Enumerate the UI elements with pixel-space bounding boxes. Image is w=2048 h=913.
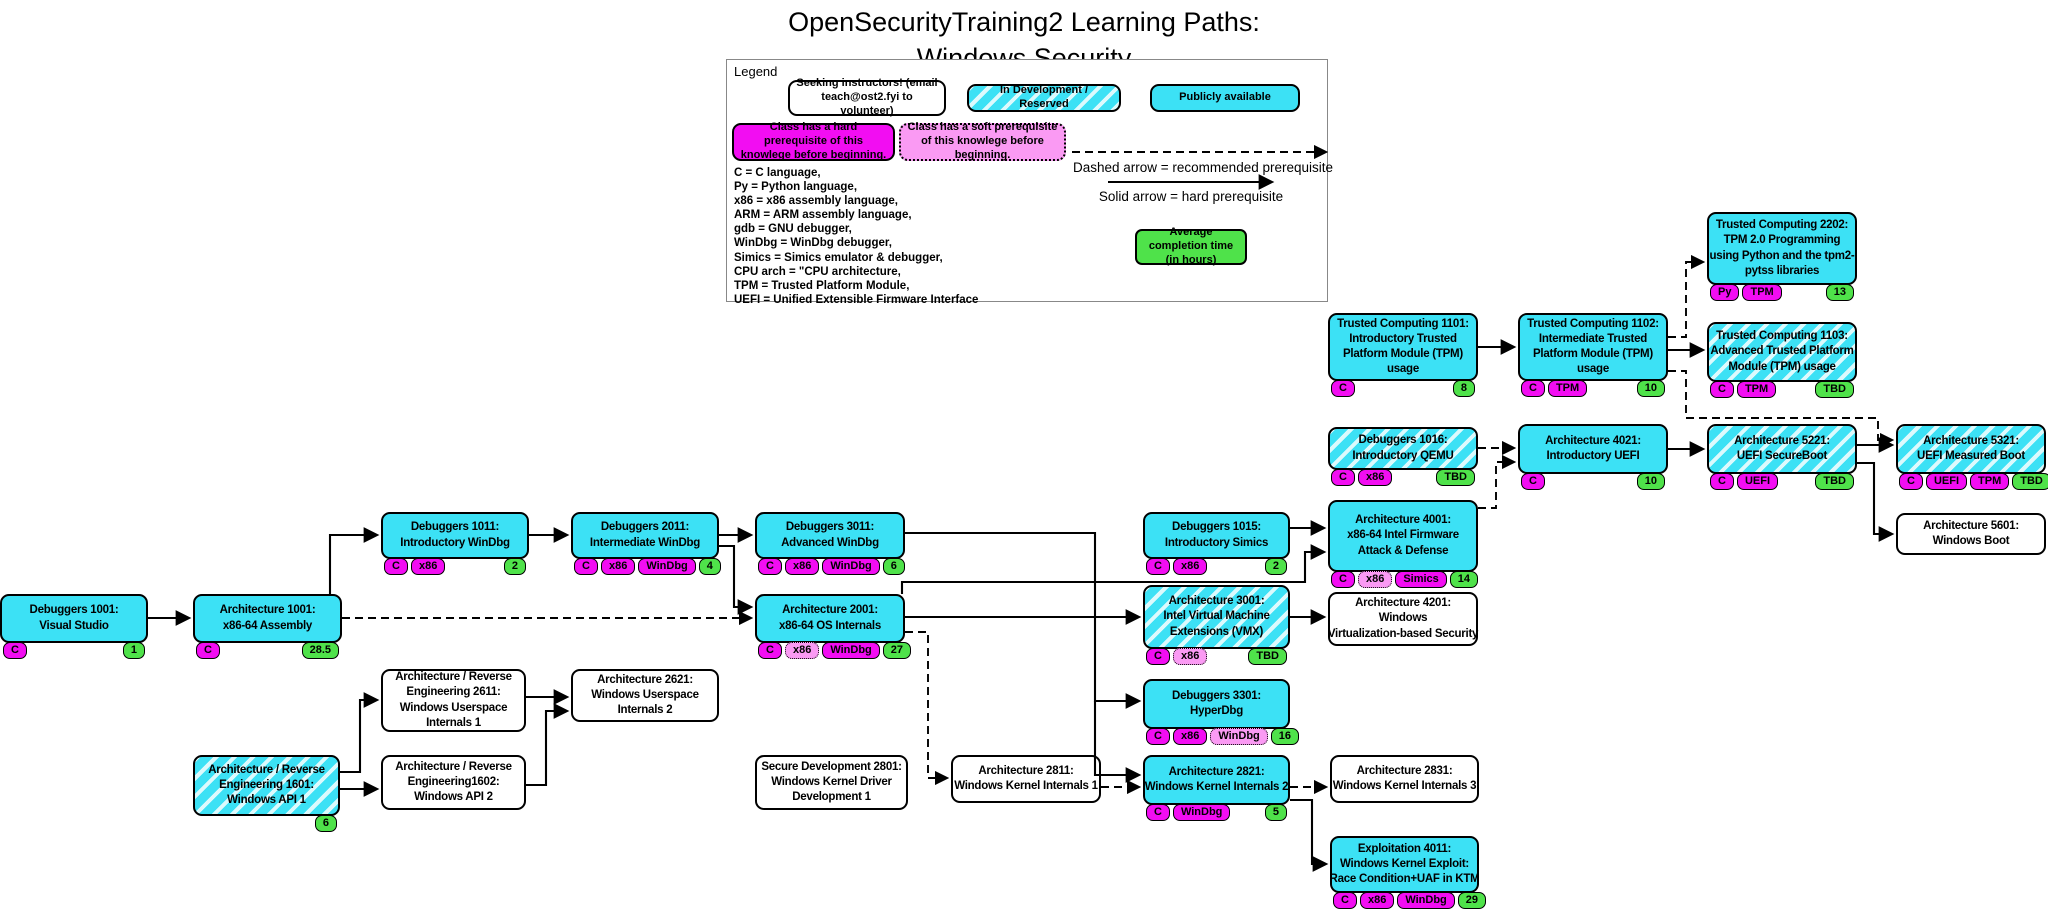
hard-prereq-badge: C (1333, 892, 1357, 909)
course-title: Architecture 2831: Windows Kernel Internals 3 (1332, 764, 1477, 792)
course-box-a2821[interactable] (1143, 755, 1290, 818)
course-title: Architecture 3001: Intel Virtual Machine Extensions (VMX) (1163, 595, 1270, 638)
completion-time-badge: 6 (883, 558, 905, 575)
hard-prereq-badge: C (1331, 571, 1355, 588)
course-title: Trusted Computing 2202: TPM 2.0 Programming using Python and the tpm2- pytss libraries (1709, 219, 1855, 277)
course-box-re2611[interactable] (381, 669, 526, 732)
hard-prereq-badge: WinDbg (638, 558, 695, 575)
course-tags (1710, 284, 1854, 301)
course-title: Debuggers 3301: HyperDbg (1172, 689, 1261, 717)
legend-seeking-instructors-sample: Seeking instructors! (email teach@ost2.fyi to volunteer) (788, 80, 946, 116)
course-tags (1331, 469, 1475, 486)
course-box-a5221[interactable] (1707, 424, 1857, 487)
course-box-tc1102[interactable] (1518, 313, 1668, 394)
legend-in-development-sample: In Development / Reserved (967, 84, 1121, 112)
hard-prereq-badge: C (758, 558, 782, 575)
course-box-re1602[interactable] (381, 755, 526, 810)
course-box-d3301[interactable] (1143, 679, 1292, 742)
hard-prereq-badge: C (574, 558, 598, 575)
page-title-line1: OpenSecurityTraining2 Learning Paths: (788, 7, 1260, 37)
course-box-a2001[interactable] (755, 594, 905, 656)
course-tags (1146, 728, 1292, 745)
course-box-tc1101[interactable] (1328, 313, 1478, 394)
completion-time-badge: 27 (883, 642, 911, 659)
completion-time-badge: 14 (1450, 571, 1478, 588)
soft-prereq-badge: x86 (1173, 648, 1207, 665)
hard-prereq-badge: C (384, 558, 408, 575)
completion-time-badge: 13 (1826, 284, 1854, 301)
course-title: Architecture 1001: x86-64 Assembly (219, 604, 316, 632)
course-box-a4001[interactable] (1328, 500, 1478, 585)
course-title: Architecture 5221: UEFI SecureBoot (1734, 434, 1830, 462)
hard-prereq-badge: Simics (1395, 571, 1446, 588)
course-box-d1015[interactable] (1143, 512, 1290, 572)
course-title: Secure Development 2801: Windows Kernel Driver Development 1 (761, 760, 902, 804)
completion-time-badge: 1 (123, 642, 145, 659)
hard-prereq-badge: WinDbg (1173, 804, 1230, 821)
completion-time-badge: 28.5 (302, 642, 339, 659)
legend-hard-prereq-sample: Class has a hard prerequisite of this knowlege before beginning. (732, 123, 895, 161)
edge-re1601-to-re2611 (340, 700, 377, 772)
course-tags (3, 642, 145, 659)
soft-prereq-badge: x86 (1358, 571, 1392, 588)
edge-a5221-to-a5601 (1857, 463, 1892, 534)
course-tags (1146, 648, 1287, 665)
course-box-d1011[interactable] (381, 512, 529, 572)
soft-prereq-badge: WinDbg (1210, 728, 1267, 745)
completion-time-badge: TBD (1436, 469, 1475, 486)
edge-junction-to-a2821 (1095, 701, 1139, 775)
hard-prereq-badge: x86 (411, 558, 445, 575)
hard-prereq-badge: UEFI (1926, 473, 1967, 490)
course-title: Exploitation 4011: Windows Kernel Exploit: Race Condition+UAF in KTM (1329, 842, 1480, 886)
course-title: Debuggers 1016: Introductory QEMU (1352, 434, 1454, 462)
course-box-a4021[interactable] (1518, 424, 1668, 487)
legend-label: Legend (734, 64, 778, 79)
completion-time-badge: 4 (699, 558, 721, 575)
completion-time-badge: TBD (1248, 648, 1287, 665)
edge-junction-to-d3301 (1095, 582, 1139, 701)
course-title: Architecture 4201: Windows Virtualization-based Security (1327, 597, 1479, 640)
hard-prereq-badge: C (1521, 380, 1545, 397)
completion-time-badge: 10 (1637, 473, 1665, 490)
course-title: Architecture 2001: x86-64 OS Internals (779, 604, 881, 632)
course-box-sd2801[interactable] (755, 755, 908, 810)
hard-prereq-badge: C (1899, 473, 1923, 490)
hard-prereq-badge: C (1331, 469, 1355, 486)
course-box-a5601[interactable] (1896, 513, 2046, 555)
course-title: Architecture 4001: x86-64 Intel Firmware Attack & Defense (1347, 514, 1459, 557)
hard-prereq-badge: x86 (1360, 892, 1394, 909)
hard-prereq-badge: x86 (1358, 469, 1392, 486)
course-tags (1710, 381, 1854, 398)
course-box-a2811[interactable] (951, 755, 1101, 803)
hard-prereq-badge: x86 (601, 558, 635, 575)
hard-prereq-badge: UEFI (1737, 473, 1778, 490)
edge-a2821-to-e4011 (1290, 800, 1326, 864)
course-title: Architecture 4021: Introductory UEFI (1545, 434, 1641, 462)
course-tags (758, 558, 902, 575)
completion-time-badge: 16 (1271, 728, 1299, 745)
hard-prereq-badge: TPM (1742, 284, 1781, 301)
hard-prereq-badge: WinDbg (1397, 892, 1454, 909)
course-box-e4011[interactable] (1329, 836, 1480, 906)
completion-time-badge: 10 (1637, 380, 1665, 397)
completion-time-badge: TBD (2012, 473, 2048, 490)
course-title: Architecture 2811: Windows Kernel Internals 1 (954, 764, 1098, 792)
course-tags (758, 642, 902, 659)
course-title: Architecture 2621: Windows Userspace Internals 2 (591, 673, 699, 717)
hard-prereq-badge: C (196, 642, 220, 659)
edge-a4001-to-a4021 (1478, 462, 1514, 508)
hard-prereq-badge: C (1331, 380, 1355, 397)
course-tags (1899, 473, 2043, 490)
hard-prereq-badge: C (1146, 558, 1170, 575)
course-tags (1710, 473, 1854, 490)
course-title: Architecture / Reverse Engineering 2611: Windows Userspace Internals 1 (395, 671, 512, 729)
course-title: Debuggers 1011: Introductory WinDbg (400, 521, 510, 549)
course-title: Architecture 2821: Windows Kernel Internals 2 (1144, 765, 1289, 793)
course-tags (1521, 473, 1665, 490)
course-title: Trusted Computing 1101: Introductory Trusted Platform Module (TPM) usage (1337, 317, 1469, 376)
soft-prereq-badge: x86 (785, 642, 819, 659)
course-title: Debuggers 3011: Advanced WinDbg (781, 521, 879, 549)
course-box-re1601[interactable] (193, 755, 340, 829)
course-tags (196, 815, 337, 832)
legend-soft-prereq-sample: Class has a soft prerequisite of this knowlege before beginning. (899, 123, 1066, 161)
course-box-d3011[interactable] (755, 512, 905, 572)
hard-prereq-badge: C (1710, 473, 1734, 490)
course-box-a2831[interactable] (1330, 755, 1479, 803)
hard-prereq-badge: TPM (1548, 380, 1587, 397)
hard-prereq-badge: TPM (1970, 473, 2009, 490)
legend-solid-arrow-label: Solid arrow = hard prerequisite (1098, 189, 1284, 204)
course-tags (1331, 380, 1475, 397)
course-tags (384, 558, 526, 575)
course-box-a3001[interactable] (1143, 585, 1290, 662)
course-tags (1331, 571, 1475, 588)
course-tags (1521, 380, 1665, 397)
edge-tc1102-to-tc2202 (1668, 262, 1703, 337)
course-box-a1001[interactable] (193, 594, 342, 656)
legend-abbreviations: C = C language, Py = Python language, x86 = x86 assembly language, ARM = ARM assembly language, gdb = GNU debugger, WinDbg = WinDbg debugger, Simics = Simics emulator & debugger, CPU arch = "CPU architecture, TPM = Trusted Platform Module, UEFI = Unified Extensible Firmware Interface (734, 167, 979, 306)
hard-prereq-badge: C (1521, 473, 1545, 490)
hard-prereq-badge: Py (1710, 284, 1739, 301)
hard-prereq-badge: C (1146, 728, 1170, 745)
edge-re1602-to-a2621 (526, 711, 567, 785)
legend-average-time-sample: Average completion time (in hours) (1135, 229, 1247, 265)
course-tags (574, 558, 716, 575)
course-box-a4201[interactable] (1328, 592, 1478, 646)
hard-prereq-badge: WinDbg (822, 642, 879, 659)
completion-time-badge: 5 (1265, 804, 1287, 821)
course-box-a2621[interactable] (571, 669, 719, 722)
legend-publicly-available-sample: Publicly available (1150, 84, 1300, 112)
edge-d2011-to-a2001 (719, 546, 751, 607)
course-title: Architecture 5601: Windows Boot (1923, 519, 2019, 547)
completion-time-badge: 6 (315, 815, 337, 832)
completion-time-badge: 8 (1453, 380, 1475, 397)
course-tags (1333, 892, 1479, 909)
hard-prereq-badge: C (1146, 804, 1170, 821)
hard-prereq-badge: x86 (785, 558, 819, 575)
course-tags (1146, 804, 1287, 821)
course-box-tc2202[interactable] (1707, 212, 1857, 298)
course-title: Architecture / Reverse Engineering 1601: Windows API 1 (208, 763, 325, 807)
hard-prereq-badge: C (758, 642, 782, 659)
course-box-tc1103[interactable] (1707, 322, 1857, 395)
completion-time-badge: TBD (1815, 473, 1854, 490)
course-box-d1016[interactable] (1328, 427, 1478, 483)
edge-a2001-to-a2811 (905, 632, 947, 778)
course-title: Architecture 5321: UEFI Measured Boot (1917, 434, 2025, 462)
hard-prereq-badge: C (1710, 381, 1734, 398)
completion-time-badge: 2 (1265, 558, 1287, 575)
course-title: Architecture / Reverse Engineering1602: Windows API 2 (395, 760, 512, 804)
hard-prereq-badge: x86 (1173, 728, 1207, 745)
course-title: Trusted Computing 1103: Advanced Trusted Platform Module (TPM) usage (1710, 330, 1854, 373)
hard-prereq-badge: C (1146, 648, 1170, 665)
completion-time-badge: 2 (504, 558, 526, 575)
course-title: Debuggers 1015: Introductory Simics (1164, 521, 1269, 549)
edge-a1001-to-d1011 (330, 535, 377, 594)
course-tags (196, 642, 339, 659)
course-title: Trusted Computing 1102: Intermediate Trusted Platform Module (TPM) usage (1527, 317, 1659, 376)
hard-prereq-badge: C (3, 642, 27, 659)
hard-prereq-badge: x86 (1173, 558, 1207, 575)
course-box-d1001[interactable] (0, 594, 148, 656)
completion-time-badge: 29 (1458, 892, 1486, 909)
legend-panel (726, 59, 1334, 306)
completion-time-badge: TBD (1815, 381, 1854, 398)
hard-prereq-badge: TPM (1737, 381, 1776, 398)
hard-prereq-badge: WinDbg (822, 558, 879, 575)
course-tags (1146, 558, 1287, 575)
edge-d3011-to-a4001-junction (905, 533, 1095, 582)
course-box-d2011[interactable] (571, 512, 719, 572)
legend-dashed-arrow-label: Dashed arrow = recommended prerequisite (1073, 160, 1334, 175)
course-title: Debuggers 1001: Visual Studio (29, 604, 119, 632)
course-box-a5321[interactable] (1896, 424, 2046, 487)
course-title: Debuggers 2011: Intermediate WinDbg (589, 521, 701, 549)
